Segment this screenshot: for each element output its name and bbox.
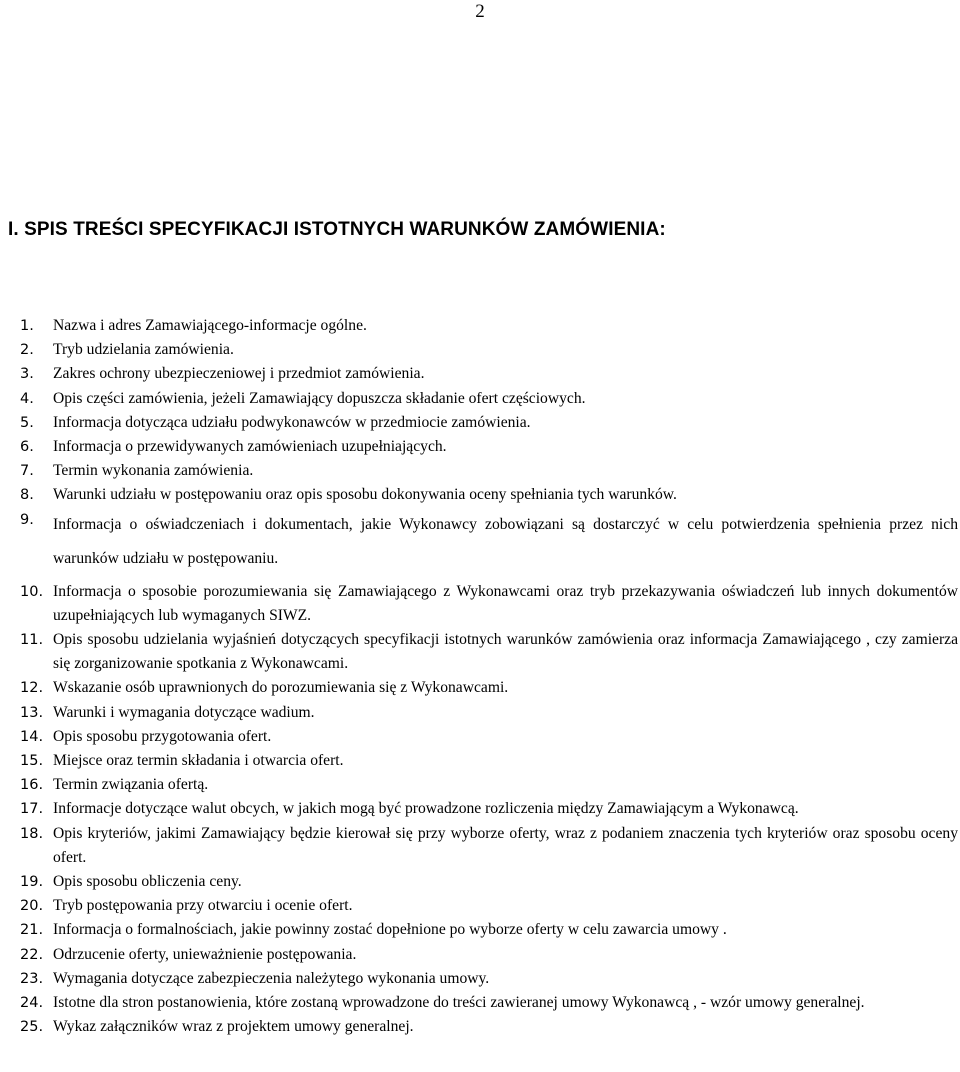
toc-item-text: Tryb postępowania przy otwarciu i ocenie ofert.: [53, 897, 353, 915]
toc-item-17: [0, 797, 960, 821]
toc-item-text: Miejsce oraz termin składania i otwarcia ofert.: [53, 752, 344, 770]
toc-item-text: Istotne dla stron postanowienia, które zostaną wprowadzone do treści zawieranej umowy Wykonawcą , - wzór umowy generalnej.: [53, 994, 865, 1012]
toc-item-12: [0, 676, 960, 700]
toc-item-15: [0, 749, 960, 773]
toc-item-number: 25.: [20, 1019, 44, 1036]
toc-item-text: Opis sposobu przygotowania ofert.: [53, 727, 272, 745]
toc-item-25: [0, 1015, 960, 1039]
toc-item-number: 9.: [20, 511, 34, 528]
toc-item-22: [0, 943, 960, 967]
toc-item-number: 5.: [20, 414, 34, 431]
toc-item-20: [0, 894, 960, 918]
toc-item-number: 3.: [20, 366, 34, 383]
toc-item-4: [0, 387, 960, 411]
toc-item-9: [0, 508, 960, 576]
toc-item-number: 15.: [20, 753, 44, 770]
toc-item-10: [0, 580, 960, 628]
toc-item-text: Warunki udziału w postępowaniu oraz opis sposobu dokonywania oceny spełniania tych warunków.: [53, 486, 677, 504]
toc-item-text: Warunki i wymagania dotyczące wadium.: [53, 703, 315, 721]
toc-item-19: [0, 870, 960, 894]
toc-item-7: [0, 459, 960, 483]
toc-item-text: Nazwa i adres Zamawiającego-informacje ogólne.: [53, 317, 367, 334]
toc-item-number: 24.: [20, 995, 44, 1012]
toc-item-21: [0, 918, 960, 942]
toc-item-text: Opis kryteriów, jakimi Zamawiający będzie kierował się przy wyborze oferty, wraz z podaniem znaczenia tych kryteriów oraz sposobu oceny ofert.: [53, 824, 958, 866]
toc-item-13: [0, 701, 960, 725]
toc-item-text: Informacja o sposobie porozumiewania się Zamawiającego z Wykonawcami oraz tryb przekazywania oświadczeń lub innych dokumentów uzupełniających lub wymaganych SIWZ.: [53, 582, 958, 624]
toc-item-number: 12.: [20, 680, 44, 697]
toc-item-number: 4.: [20, 390, 34, 407]
toc-item-number: 7.: [20, 463, 34, 480]
toc-item-number: 14.: [20, 728, 44, 745]
toc-item-18: [0, 822, 960, 870]
toc-item-11: [0, 628, 960, 676]
toc-item-text: Odrzucenie oferty, unieważnienie postępowania.: [53, 945, 357, 963]
toc-item-number: 18.: [20, 825, 44, 842]
toc-item-number: 23.: [20, 970, 44, 987]
toc-item-text: Wymagania dotyczące zabezpieczenia należytego wykonania umowy.: [53, 969, 490, 987]
toc-item-24: [0, 991, 960, 1015]
table-of-contents: [0, 314, 960, 1039]
toc-item-number: 20.: [20, 898, 44, 915]
toc-item-text: Informacja o formalnościach, jakie powinny zostać dopełnione po wyborze oferty w celu zawarcia umowy .: [53, 921, 727, 939]
toc-item-number: 11.: [20, 632, 44, 649]
toc-item-8: [0, 483, 960, 507]
toc-item-number: 6.: [20, 439, 34, 456]
toc-item-number: 16.: [20, 777, 44, 794]
toc-item-6: [0, 435, 960, 459]
toc-item-number: 10.: [20, 583, 44, 600]
toc-item-23: [0, 967, 960, 991]
page-number: 2: [475, 1, 485, 22]
toc-item-number: 13.: [20, 704, 44, 721]
toc-item-number: 21.: [20, 922, 44, 939]
toc-item-number: 8.: [20, 487, 34, 504]
toc-item-text: Zakres ochrony ubezpieczeniowej i przedmiot zamówienia.: [53, 365, 425, 383]
toc-item-text: Wykaz załączników wraz z projektem umowy generalnej.: [53, 1018, 414, 1036]
toc-item-number: 19.: [20, 874, 44, 891]
toc-item-text: Informacje dotyczące walut obcych, w jakich mogą być prowadzone rozliczenia między Zamawiającym a Wykonawcą.: [53, 800, 799, 818]
toc-item-2: [0, 338, 960, 362]
section-heading: I. SPIS TREŚCI SPECYFIKACJI ISTOTNYCH WARUNKÓW ZAMÓWIENIA:: [8, 219, 666, 240]
toc-item-text: Opis części zamówienia, jeżeli Zamawiający dopuszcza składanie ofert częściowych.: [53, 389, 586, 407]
toc-item-text: Opis sposobu udzielania wyjaśnień dotyczących specyfikacji istotnych warunków zamówienia oraz informacja Zamawiającego , czy zamierza się zorganizowanie spotkania z Wykonawcami.: [53, 631, 958, 673]
toc-item-1: [0, 314, 960, 338]
toc-item-5: [0, 411, 960, 435]
toc-item-number: 22.: [20, 946, 44, 963]
toc-item-14: [0, 725, 960, 749]
toc-item-text: Informacja o przewidywanych zamówieniach uzupełniających.: [53, 438, 447, 456]
toc-item-text: Informacja o oświadczeniach i dokumentach, jakie Wykonawcy zobowiązani są dostarczyć w celu potwierdzenia spełnienia przez nich warunków udziału w postępowaniu.: [53, 515, 958, 567]
toc-item-text: Termin wykonania zamówienia.: [53, 462, 254, 480]
toc-item-text: Tryb udzielania zamówienia.: [53, 341, 234, 359]
toc-item-3: [0, 362, 960, 386]
toc-item-16: [0, 773, 960, 797]
toc-item-number: 1.: [20, 318, 34, 334]
toc-item-text: Informacja dotycząca udziału podwykonawców w przedmiocie zamówienia.: [53, 413, 531, 431]
toc-item-text: Opis sposobu obliczenia ceny.: [53, 873, 242, 891]
toc-item-number: 2.: [20, 342, 34, 359]
toc-item-text: Termin związania ofertą.: [53, 776, 209, 794]
toc-item-text: Wskazanie osób uprawnionych do porozumiewania się z Wykonawcami.: [53, 679, 509, 697]
toc-item-number: 17.: [20, 801, 44, 818]
